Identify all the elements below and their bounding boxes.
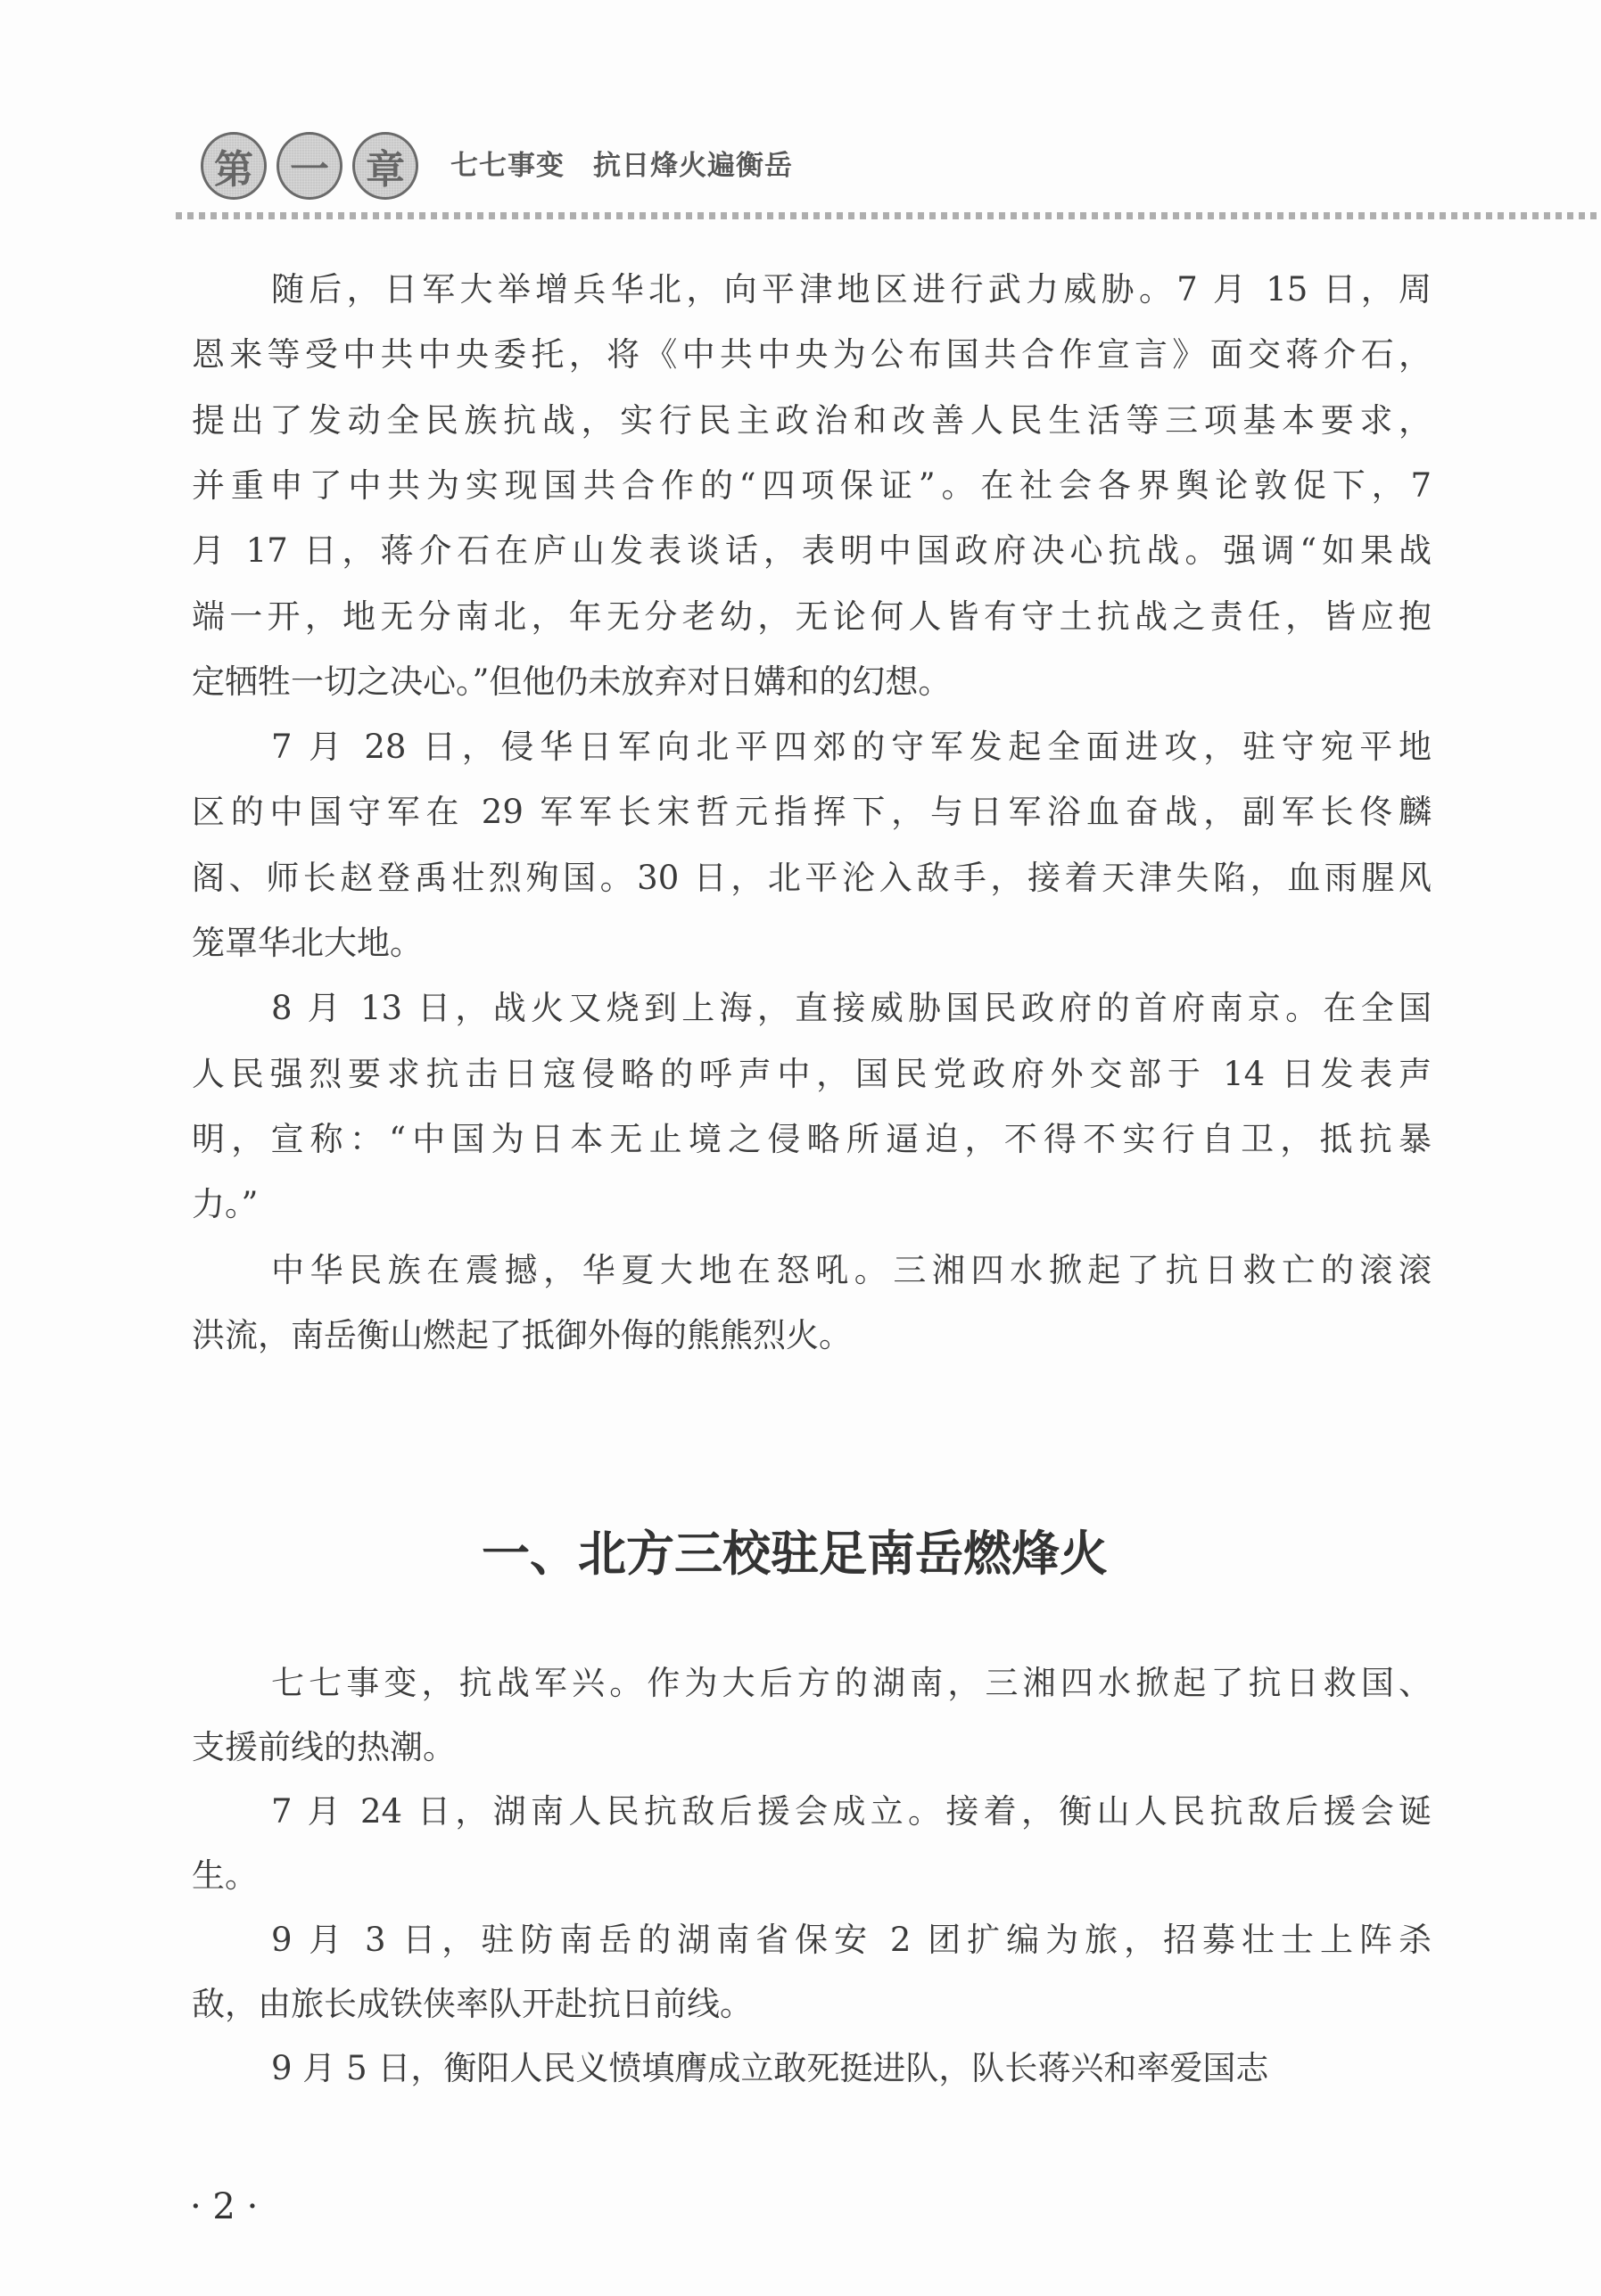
paragraph-line: 中华民族在震撼，华夏大地在怒吼。三湘四水掀起了抗日救亡的滚滚 — [271, 1250, 1432, 1289]
paragraph-line: 9 月 5 日，衡阳人民义愤填膺成立敢死挺进队，队长蒋兴和率爱国志 — [271, 2049, 1269, 2087]
paragraph-line: 七七事变，抗战军兴。作为大后方的湖南，三湘四水掀起了抗日救国、 — [271, 1664, 1432, 1702]
paragraph-line: 明，宣称：“中国为日本无止境之侵略所逼迫，不得不实行自卫，抵抗暴 — [192, 1119, 1432, 1158]
paragraph-line: 生。 — [192, 1856, 258, 1895]
section-heading: 一、北方三校驻足南岳燃烽火 — [482, 1526, 1108, 1582]
paragraph-line: 人民强烈要求抗击日寇侵略的呼声中，国民党政府外交部于 14 日发表声 — [192, 1054, 1432, 1093]
paragraph-line: 提出了发动全民族抗战，实行民主政治和改善人民生活等三项基本要求， — [192, 400, 1432, 440]
paragraph-line: 恩来等受中共中央委托，将《中共中央为公布国共合作宣言》面交蒋介石， — [192, 335, 1432, 374]
paragraph-line: 并重申了中共为实现国共合作的“四项保证”。在社会各界舆论敦促下，7 — [192, 465, 1432, 505]
paragraph-line: 7 月 24 日，湖南人民抗敌后援会成立。接着，衡山人民抗敌后援会诞 — [271, 1792, 1432, 1831]
paragraph-line: 力。” — [192, 1185, 259, 1224]
chapter-title: 七七事变 抗日烽火遍衡岳 — [450, 150, 793, 182]
chapter-badge: 章 — [352, 132, 418, 200]
chapter-badge: 一 — [276, 132, 342, 200]
paragraph-line: 支援前线的热潮。 — [192, 1728, 456, 1766]
paragraph-line: 8 月 13 日，战火又烧到上海，直接威胁国民政府的首府南京。在全国 — [271, 989, 1432, 1028]
paragraph-line: 9 月 3 日，驻防南岳的湖南省保安 2 团扩编为旅，招募壮士上阵杀 — [271, 1921, 1432, 1959]
chapter-badge: 第 — [201, 132, 267, 200]
paragraph-line: 阁、师长赵登禹壮烈殉国。30 日，北平沦入敌手，接着天津失陷，血雨腥风 — [192, 858, 1432, 897]
paragraph-line: 随后，日军大举增兵华北，向平津地区进行武力威胁。7 月 15 日，周 — [271, 270, 1432, 309]
paragraph-line: 7 月 28 日，侵华日军向北平四郊的守军发起全面进攻，驻守宛平地 — [271, 728, 1432, 767]
page-number: · 2 · — [190, 2186, 259, 2227]
paragraph-line: 端一开，地无分南北，年无分老幼，无论何人皆有守土抗战之责任，皆应抱 — [192, 597, 1432, 636]
paragraph-line: 敌，由旅长成铁侠率队开赴抗日前线。 — [192, 1985, 753, 2023]
paragraph-line: 定牺牲一切之决心。”但他仍未放弃对日媾和的幻想。 — [192, 662, 952, 701]
header-divider — [176, 212, 1601, 219]
paragraph-line: 月 17 日，蒋介石在庐山发表谈话，表明中国政府决心抗战。强调“如果战 — [192, 531, 1432, 571]
paragraph-line: 区的中国守军在 29 军军长宋哲元指挥下，与日军浴血奋战，副军长佟麟 — [192, 793, 1432, 832]
paragraph-line: 洪流，南岳衡山燃起了抵御外侮的熊熊烈火。 — [192, 1315, 852, 1354]
paragraph-line: 笼罩华北大地。 — [192, 924, 423, 962]
